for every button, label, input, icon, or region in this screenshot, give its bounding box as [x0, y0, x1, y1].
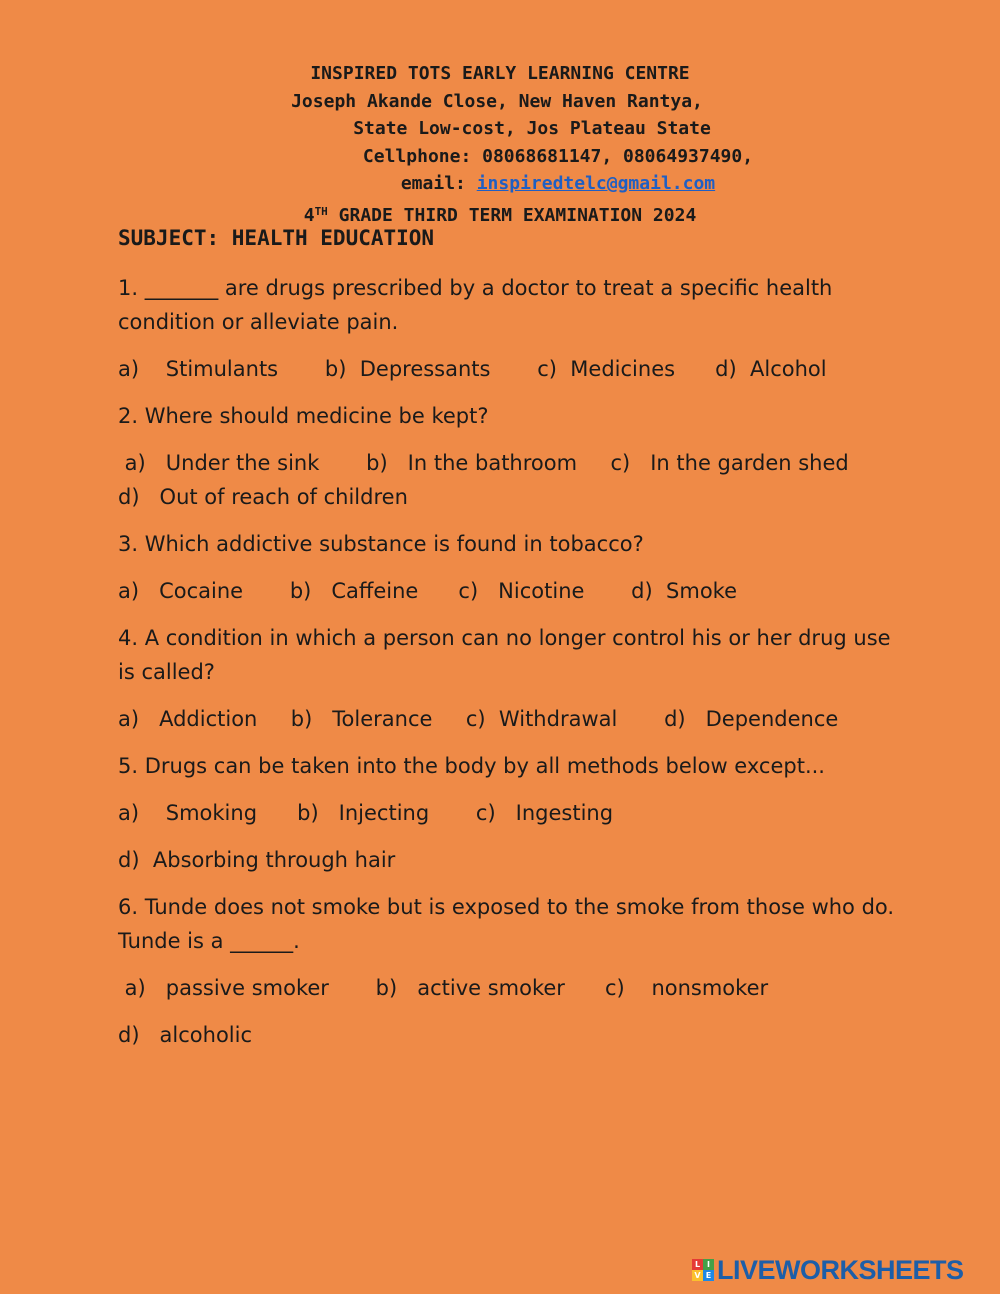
question-2-option-a[interactable]: a) Under the sink	[118, 451, 320, 475]
school-name: INSPIRED TOTS EARLY LEARNING CENTRE	[310, 63, 690, 84]
school-cellphone: Cellphone: 08068681147, 08064937490,	[362, 145, 754, 167]
question-5-option-d[interactable]: d) Absorbing through hair	[118, 848, 396, 872]
question-3-option-c[interactable]: c) Nicotine	[458, 579, 585, 603]
logo-text: LIVEWORKSHEETS	[717, 1254, 964, 1285]
question-3: 3. Which addictive substance is found in tobacco?	[118, 532, 644, 556]
question-1: 1. _______ are drugs prescribed by a doctor to treat a specific health condition or alleviate pain.	[118, 276, 833, 334]
question-3-option-a[interactable]: a) Cocaine	[118, 579, 244, 603]
school-address-line2: State Low-cost, Jos Plateau State	[353, 118, 711, 139]
question-4: 4. A condition in which a person can no longer control his or her drug use is called?	[118, 626, 891, 684]
question-2-options	[118, 446, 898, 480]
question-1-option-c[interactable]: c) Medicines	[537, 357, 676, 381]
question-2-option-c[interactable]: c) In the garden shed	[610, 451, 849, 475]
question-6-option-c[interactable]: c) nonsmoker	[605, 976, 769, 1000]
question-6-option-b[interactable]: b) active smoker	[375, 976, 565, 1000]
question-4-option-b[interactable]: b) Tolerance	[290, 707, 433, 731]
question-5-option-b[interactable]: b) Injecting	[297, 801, 430, 825]
email-label: email:	[400, 173, 466, 194]
question-6: 6. Tunde does not smoke but is exposed to the smoke from those who do. Tunde is a ______.	[118, 895, 895, 953]
exam-grade: 4	[303, 204, 315, 226]
exam-title-text: GRADE THIRD TERM EXAMINATION 2024	[338, 204, 697, 226]
question-5-options	[118, 796, 898, 830]
email-link[interactable]: inspiredtelc@gmail.com	[476, 173, 716, 194]
question-4-option-d[interactable]: d) Dependence	[664, 707, 839, 731]
question-1-option-d[interactable]: d) Alcohol	[715, 357, 827, 381]
liveworksheets-logo	[692, 1255, 964, 1285]
question-5-options-line2	[118, 843, 898, 877]
question-6-option-d[interactable]: d) alcoholic	[118, 1023, 253, 1047]
question-5-option-a[interactable]: a) Smoking	[118, 801, 258, 825]
question-5-option-c[interactable]: c) Ingesting	[475, 801, 614, 825]
logo-letter-i: I	[703, 1259, 714, 1270]
question-4-options	[118, 702, 898, 736]
exam-title	[0, 198, 1000, 230]
question-2: 2. Where should medicine be kept?	[118, 404, 489, 428]
question-2-options-line2	[118, 480, 898, 514]
question-2-option-b[interactable]: b) In the bathroom	[366, 451, 578, 475]
liveworksheets-icon	[692, 1259, 714, 1281]
logo-letter-v: V	[692, 1270, 703, 1281]
question-3-options	[118, 574, 898, 608]
school-address-line1: Joseph Akande Close, New Haven Rantya,	[291, 90, 703, 112]
logo-letter-l: L	[692, 1259, 703, 1270]
question-2-option-d[interactable]: d) Out of reach of children	[118, 485, 408, 509]
question-3-option-b[interactable]: b) Caffeine	[289, 579, 419, 603]
question-6-options	[118, 971, 898, 1005]
question-6-option-a[interactable]: a) passive smoker	[118, 976, 329, 1000]
question-6-options-line2	[118, 1018, 898, 1052]
question-list	[118, 271, 898, 1065]
question-4-option-c[interactable]: c) Withdrawal	[465, 707, 618, 731]
question-5: 5. Drugs can be taken into the body by all methods below except...	[118, 754, 825, 778]
exam-grade-suffix: TH	[314, 204, 328, 218]
logo-letter-e: E	[703, 1270, 714, 1281]
question-1-option-a[interactable]: a) Stimulants	[118, 357, 279, 381]
exam-header	[0, 60, 1000, 229]
school-email-line	[0, 170, 1000, 198]
question-3-option-d[interactable]: d) Smoke	[631, 579, 737, 603]
question-4-option-a[interactable]: a) Addiction	[118, 707, 258, 731]
question-1-options	[118, 352, 898, 386]
subject-title: SUBJECT: HEALTH EDUCATION	[118, 226, 435, 250]
question-1-option-b[interactable]: b) Depressants	[324, 357, 491, 381]
